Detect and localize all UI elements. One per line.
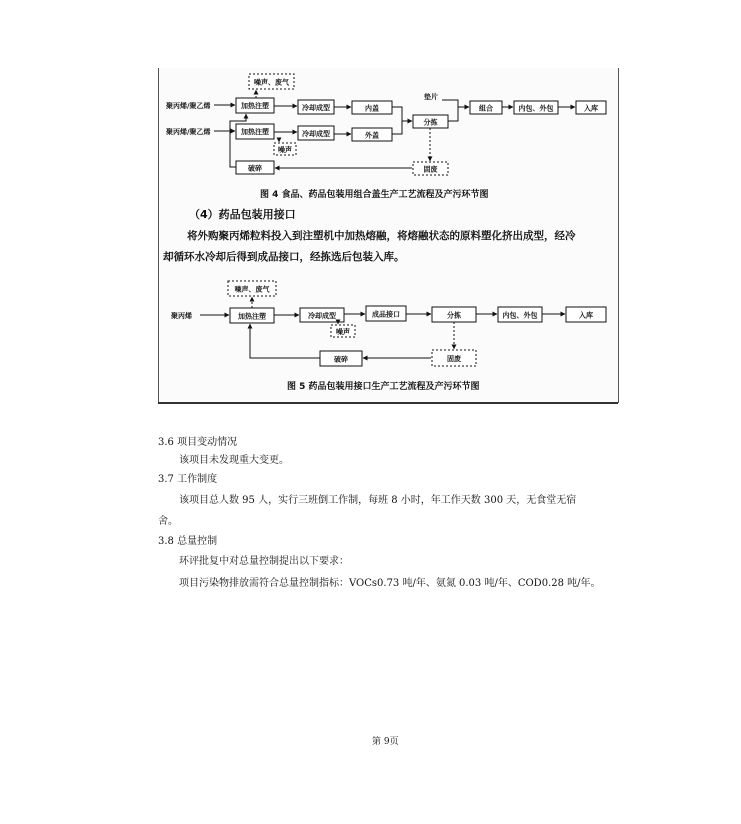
section-3-8-title: 3.8 总量控制 xyxy=(158,536,218,547)
fig4-outer-cap-label: 外盖 xyxy=(365,131,379,140)
fig5-pack-label: 内包、外包 xyxy=(502,311,538,320)
fig5-crush-label: 破碎 xyxy=(334,355,348,364)
page-number: 第 9页 xyxy=(372,737,399,747)
fig5-cool-label: 冷却成型 xyxy=(308,312,336,320)
section-3-6-body: 该项目未发现重大变更。 xyxy=(179,455,289,466)
fig4-gasket-label: 垫片 xyxy=(424,93,438,101)
fig5-noise-gas-label: 噪声、废气 xyxy=(234,285,270,294)
fig4-sort-label: 分拣 xyxy=(423,118,438,127)
fig4-solid-waste-label: 固废 xyxy=(423,165,438,174)
section4-paragraph-line2: 却循环水冷却后得到成品接口，经拣选后包装入库。 xyxy=(163,251,405,263)
section-3-8-body2: 项目污染物排放需符合总量控制指标：VOCs0.73 吨/年、氨氮 0.03 吨/年、COD0.28 吨/年。 xyxy=(179,578,601,589)
figure5-diagram xyxy=(171,281,606,366)
fig5-product-label: 成品接口 xyxy=(372,310,400,319)
section-3-8-body1: 环评批复中对总量控制提出以下要求： xyxy=(179,556,349,567)
figure4-caption: 图 4 食品、药品包装用组合盖生产工艺流程及产污环节图 xyxy=(260,190,489,200)
section-3-6-title: 3.6 项目变动情况 xyxy=(158,437,238,448)
fig4-pack-label: 内包、外包 xyxy=(518,104,554,113)
fig5-heat-label: 加热注塑 xyxy=(238,312,266,321)
fig4-store-label: 入库 xyxy=(584,104,598,113)
fig4-heat-label-2: 加热注塑 xyxy=(241,128,269,136)
section4-paragraph-line1: 将外购聚丙烯粒料投入到注塑机中加热熔融，将熔融状态的原料塑化挤出成型，经冷 xyxy=(187,230,576,242)
section-3-7-body-line1: 该项目总人数 95 人，实行三班倒工作制，每班 8 小时，年工作天数 300 天，无食堂无宿 xyxy=(179,495,577,506)
fig4-input-label-1: 聚丙烯/聚乙烯 xyxy=(166,102,211,110)
fig5-solid-waste-label: 固废 xyxy=(447,355,461,363)
fig5-noise-label: 噪声 xyxy=(336,328,350,336)
figure4-diagram xyxy=(166,74,606,175)
fig5-sort-label: 分拣 xyxy=(447,311,461,320)
fig4-noise-gas-label: 噪声、废气 xyxy=(254,78,289,87)
section4-heading: （4）药品包装用接口 xyxy=(189,208,296,221)
fig5-store-label: 入库 xyxy=(579,311,593,320)
figure5-caption: 图 5 药品包装用接口生产工艺流程及产污环节图 xyxy=(287,382,480,392)
fig4-crush-label: 破碎 xyxy=(248,164,262,173)
fig4-heat-label-1: 加热注塑 xyxy=(241,102,269,110)
section-3-7-title: 3.7 工作制度 xyxy=(158,474,218,485)
fig4-combine-label: 组合 xyxy=(479,104,493,113)
fig4-cool-label-1: 冷却成型 xyxy=(302,104,330,112)
fig4-inner-cap-label: 内盖 xyxy=(365,104,379,113)
fig4-input-label-2: 聚丙烯/聚乙烯 xyxy=(166,128,211,136)
section-3-7-body-line2: 舍。 xyxy=(158,516,178,527)
fig4-noise-label: 噪声 xyxy=(278,146,292,154)
fig4-cool-label-2: 冷却成型 xyxy=(302,130,330,138)
fig5-input-label: 聚丙烯 xyxy=(171,312,192,320)
